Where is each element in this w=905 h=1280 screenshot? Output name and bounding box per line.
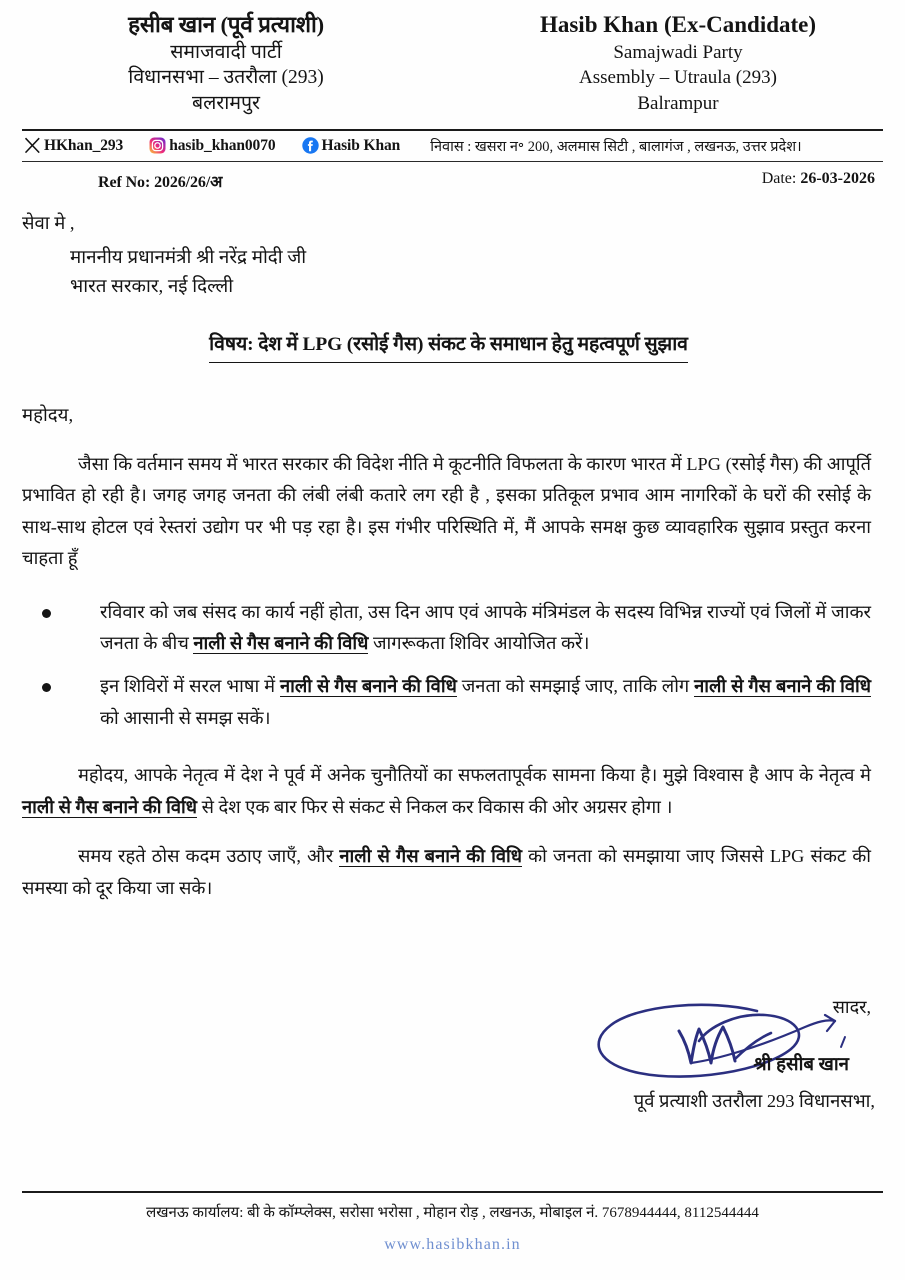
instagram-handle-item[interactable] (149, 137, 275, 155)
reference-number: Ref No: 2026/26/अ (98, 173, 223, 191)
para2-text-b: से देश एक बार फिर से संकट से निकल कर विकास की ओर अग्रसर होगा । (197, 796, 673, 817)
paragraph-3 (22, 841, 875, 904)
bullet2-keyword-2: नाली से गैस बनाने की विधि (694, 676, 871, 697)
facebook-icon (302, 137, 319, 154)
instagram-icon (149, 137, 166, 154)
letterhead-footer (0, 1191, 905, 1280)
header-assembly-hindi: विधानसभा – उतरौला (293) (128, 67, 324, 89)
letterhead-header (0, 0, 905, 117)
paragraph-2 (22, 760, 875, 823)
office-address: लखनऊ कार्यालय: बी के कॉम्प्लेक्स, सरोसा भरोसा , मोहान रोड़ , लखनऊ, मोबाइल नं. 7678944444, 8112544444 (146, 1205, 759, 1221)
header-party-hindi: समाजवादी पार्टी (170, 41, 282, 63)
header-party-english: Samajwadi Party (613, 42, 743, 64)
bullet2-text-b: जनता को समझाई जाए, ताकि लोग (456, 676, 695, 697)
bullet1-text-b: जागरूकता शिविर आयोजित करें। (368, 633, 590, 653)
letter-body (0, 192, 905, 904)
header-assembly-english: Assembly – Utraula (293) (579, 67, 777, 89)
list-item (22, 671, 875, 734)
header-name-english: Hasib Khan (Ex-Candidate) (539, 12, 817, 37)
residence-address: निवास : खसरा न॰ 200, अलमास सिटी , बालागंज , लखनऊ, उत्तर प्रदेश। (430, 138, 802, 155)
twitter-handle-text: HKhan_293 (44, 136, 124, 154)
instagram-handle-text: hasib_khan0070 (169, 136, 276, 154)
sadar-text: सादर, (832, 997, 871, 1017)
bullet1-text-a: रविवार को जब संसद का कार्य नहीं होता, उस दिन आप एवं आपके मंत्रिमंडल के सदस्य विभिन्न राज्यों एवं जिलों में जाकर जनता के बीच (100, 601, 871, 653)
para3-text-b: को जनता को समझाया जाए जिससे LPG संकट की समस्या को दूर किया जा सके। (22, 846, 871, 898)
para2-text-a: महोदय, आपके नेतृत्व में देश ने पूर्व में अनेक चुनौतियों का सफलतापूर्वक सामना किया है। मुझे विश्वास है आप के नेतृत्व मे (78, 765, 871, 786)
to-line: सेवा मे , (22, 213, 75, 234)
x-twitter-icon (24, 137, 41, 154)
date-value: 26-03-2026 (800, 169, 875, 187)
paragraph-1: जैसा कि वर्तमान समय में भारत सरकार की विदेश नीति मे कूटनीति विफलता के कारण भारत में LPG (रसोई गैस) की आपूर्ति प्रभावित हो रही है। जगह जगह जनता की लंबी लंबी कतारे लग रही है , इसका प्रतिकूल प्रभाव आम नागरिकों के घरों की रसोई के साथ-साथ होटल एवं रेस्तरां उद्योग पर भी पड़ रहा है। इस गंभीर परिस्थिति में, मैं आपके समक्ष कुछ व्यावहारिक सुझाव प्रस्तुत करना चाहता हूँ (22, 453, 871, 569)
addressee-name: माननीय प्रधानमंत्री श्री नरेंद्र मोदी जी (70, 246, 307, 268)
para2-keyword: नाली से गैस बनाने की विधि (22, 796, 197, 817)
bullet2-text-a: इन शिविरों में सरल भाषा में (100, 676, 280, 697)
para3-text-a: समय रहते ठोस कदम उठाए जाएँ, और (78, 846, 340, 867)
header-english-block (452, 10, 904, 117)
header-name-hindi: हसीब खान (पूर्व प्रत्याशी) (128, 12, 324, 37)
bullet1-keyword: नाली से गैस बनाने की विधि (193, 633, 369, 653)
subject-line: विषय: देश में LPG (रसोई गैस) संकट के समाधान हेतु महत्वपूर्ण सुझाव (209, 329, 688, 362)
bullet2-text-c: को आसानी से समझ सकें। (100, 707, 271, 728)
salutation: महोदय, (22, 404, 74, 426)
signatory-designation: पूर्व प्रत्याशी उतरौला 293 विधानसभा, (633, 1091, 875, 1111)
website-link[interactable]: www.hasibkhan.in (384, 1236, 521, 1253)
signatory-name: श्री हसीब खान (753, 1054, 849, 1075)
para3-keyword: नाली से गैस बनाने की विधि (339, 846, 523, 867)
facebook-handle-text: Hasib Khan (321, 136, 401, 154)
bullet2-keyword-1: नाली से गैस बनाने की विधि (280, 676, 457, 697)
ref-date-row (0, 162, 905, 192)
subject-row (22, 329, 875, 362)
header-district-hindi: बलरामपुर (191, 93, 261, 115)
addressee-block (70, 243, 875, 301)
header-district-english: Balrampur (637, 92, 719, 114)
date-label: Date: (761, 169, 797, 187)
twitter-handle-item[interactable] (24, 137, 123, 155)
letter-date (762, 170, 875, 192)
social-contact-bar (0, 131, 905, 161)
list-item (22, 597, 875, 660)
addressee-address: भारत सरकार, नई दिल्ली (70, 275, 234, 297)
signature-block (545, 995, 875, 1113)
facebook-handle-item[interactable] (302, 137, 401, 155)
header-hindi-block (0, 10, 452, 117)
suggestions-list (22, 597, 875, 735)
